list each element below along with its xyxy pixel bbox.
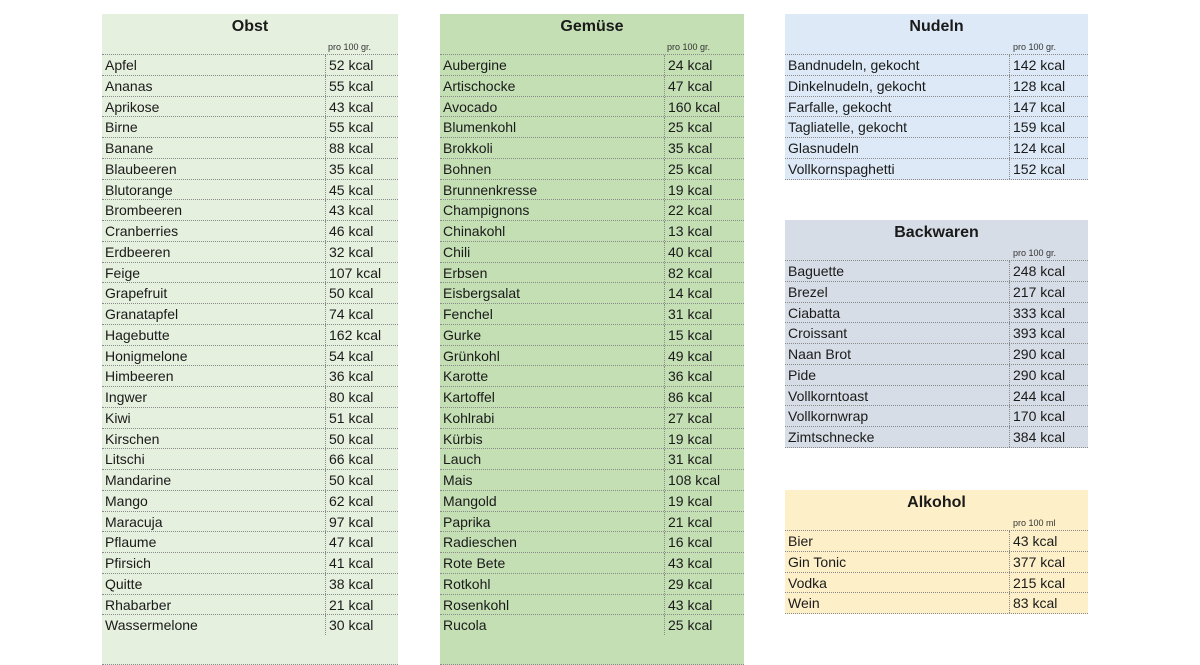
- kcal-value: 50 kcal: [329, 285, 374, 302]
- kcal-value: 62 kcal: [329, 492, 374, 509]
- food-name: Honigmelone: [102, 346, 326, 366]
- kcal-value: 51 kcal: [329, 409, 374, 426]
- kcal-value: 19 kcal: [668, 430, 713, 447]
- food-name: Aprikose: [102, 97, 326, 117]
- table-row: [102, 303, 398, 324]
- food-name: Kürbis: [440, 429, 665, 449]
- kcal-value: 29 kcal: [668, 575, 713, 592]
- table-row: [785, 302, 1088, 323]
- food-name: Glasnudeln: [785, 138, 1010, 158]
- kcal-value: 152 kcal: [1013, 160, 1066, 177]
- food-name: Chili: [440, 242, 665, 262]
- food-name: Rucola: [440, 615, 665, 635]
- table-row: [102, 428, 398, 449]
- table-row: [785, 54, 1088, 75]
- kcal-value: 31 kcal: [668, 306, 713, 322]
- table-rows: [785, 54, 1088, 179]
- kcal-value: 35 kcal: [329, 160, 374, 177]
- unit-label: pro 100 gr.: [1013, 248, 1057, 258]
- table-gemuese: [440, 14, 744, 665]
- food-name: Baguette: [785, 261, 1010, 281]
- table-title: Nudeln: [909, 18, 964, 35]
- table-row: [102, 594, 398, 615]
- food-name: Rote Bete: [440, 553, 665, 573]
- kcal-value: 43 kcal: [1013, 533, 1058, 549]
- food-name: Vollkornwrap: [785, 406, 1010, 426]
- food-name: Rosenkohl: [440, 595, 665, 615]
- table-row: [440, 199, 744, 220]
- table-row: [102, 324, 398, 345]
- table-row: [440, 179, 744, 200]
- kcal-value: 43 kcal: [329, 98, 374, 115]
- table-row: [440, 407, 744, 428]
- food-name: Aubergine: [440, 55, 665, 75]
- table-title: Gemüse: [560, 18, 624, 35]
- food-name: Bandnudeln, gekocht: [785, 55, 1010, 75]
- kcal-value: 170 kcal: [1013, 408, 1066, 425]
- food-name: Pflaume: [102, 532, 326, 552]
- food-name: Vollkorntoast: [785, 386, 1010, 406]
- kcal-value: 49 kcal: [668, 347, 713, 364]
- kcal-value: 55 kcal: [329, 119, 374, 136]
- table-row: [440, 262, 744, 283]
- food-name: Brezel: [785, 282, 1010, 302]
- food-name: Lauch: [440, 449, 665, 469]
- table-row: [440, 469, 744, 490]
- table-row: [102, 490, 398, 511]
- table-row: [440, 552, 744, 573]
- kcal-value: 83 kcal: [1013, 595, 1058, 612]
- table-row: [785, 158, 1088, 179]
- kcal-value: 25 kcal: [668, 160, 713, 177]
- kcal-value: 52 kcal: [329, 57, 374, 73]
- kcal-value: 14 kcal: [668, 285, 713, 302]
- food-name: Croissant: [785, 323, 1010, 343]
- table-row: [785, 96, 1088, 117]
- kcal-value: 55 kcal: [329, 77, 374, 94]
- table-row: [102, 137, 398, 158]
- table-row: [440, 428, 744, 449]
- food-name: Champignons: [440, 200, 665, 220]
- kcal-value: 54 kcal: [329, 347, 374, 364]
- table-row: [440, 54, 744, 75]
- food-name: Rhabarber: [102, 595, 326, 615]
- table-nudeln: [785, 14, 1088, 180]
- food-name: Apfel: [102, 55, 326, 75]
- food-name: Birne: [102, 117, 326, 137]
- table-row: [785, 572, 1088, 593]
- kcal-value: 217 kcal: [1013, 283, 1066, 300]
- table-row: [440, 303, 744, 324]
- kcal-value: 47 kcal: [668, 77, 713, 94]
- food-name: Mais: [440, 470, 665, 490]
- food-name: Wein: [785, 593, 1010, 613]
- table-row: [440, 345, 744, 366]
- table-row: [102, 116, 398, 137]
- table-title: Obst: [231, 18, 269, 35]
- kcal-value: 43 kcal: [329, 202, 374, 219]
- kcal-value: 32 kcal: [329, 243, 374, 260]
- table-row: [440, 594, 744, 615]
- food-name: Avocado: [440, 97, 665, 117]
- kcal-value: 31 kcal: [668, 451, 713, 468]
- kcal-value: 159 kcal: [1013, 119, 1066, 136]
- unit-label: pro 100 ml: [1013, 518, 1056, 528]
- table-row: [785, 116, 1088, 137]
- table-row: [440, 531, 744, 552]
- kcal-value: 25 kcal: [668, 617, 713, 634]
- table-rows: [440, 54, 744, 635]
- unit-label: pro 100 gr.: [328, 42, 372, 52]
- food-name: Bier: [785, 531, 1010, 551]
- kcal-value: 162 kcal: [329, 326, 382, 343]
- kcal-value: 38 kcal: [329, 575, 374, 592]
- food-name: Hagebutte: [102, 325, 326, 345]
- table-row: [440, 75, 744, 96]
- table-row: [440, 137, 744, 158]
- kcal-value: 36 kcal: [668, 368, 713, 385]
- food-name: Blaubeeren: [102, 159, 326, 179]
- food-name: Erdbeeren: [102, 242, 326, 262]
- food-name: Gurke: [440, 325, 665, 345]
- kcal-value: 30 kcal: [329, 617, 374, 634]
- food-name: Himbeeren: [102, 366, 326, 386]
- table-row: [440, 573, 744, 594]
- table-row: [102, 220, 398, 241]
- table-row: [102, 282, 398, 303]
- kcal-value: 160 kcal: [668, 98, 721, 115]
- table-alkohol: [785, 490, 1088, 614]
- kcal-value: 27 kcal: [668, 409, 713, 426]
- table-row: [102, 448, 398, 469]
- table-row: [102, 241, 398, 262]
- food-name: Feige: [102, 263, 326, 283]
- table-row: [102, 386, 398, 407]
- food-name: Litschi: [102, 449, 326, 469]
- table-row: [102, 345, 398, 366]
- table-row: [440, 490, 744, 511]
- table-row: [785, 322, 1088, 343]
- kcal-value: 384 kcal: [1013, 429, 1066, 445]
- kcal-value: 16 kcal: [668, 534, 713, 551]
- table-row: [440, 324, 744, 345]
- table-row: [440, 158, 744, 179]
- food-name: Erbsen: [440, 263, 665, 283]
- table-row: [440, 448, 744, 469]
- food-name: Grapefruit: [102, 283, 326, 303]
- table-row: [102, 199, 398, 220]
- table-row: [102, 262, 398, 283]
- food-name: Tagliatelle, gekocht: [785, 117, 1010, 137]
- kcal-value: 97 kcal: [329, 513, 374, 530]
- food-name: Mango: [102, 491, 326, 511]
- kcal-value: 21 kcal: [329, 596, 374, 613]
- unit-label: pro 100 gr.: [1013, 42, 1057, 52]
- kcal-value: 82 kcal: [668, 264, 713, 281]
- kcal-value: 24 kcal: [668, 57, 713, 73]
- table-row: [440, 220, 744, 241]
- table-row: [785, 343, 1088, 364]
- kcal-value: 41 kcal: [329, 555, 374, 571]
- kcal-value: 108 kcal: [668, 472, 721, 488]
- food-name: Farfalle, gekocht: [785, 97, 1010, 117]
- table-rows: [785, 260, 1088, 447]
- food-name: Banane: [102, 138, 326, 158]
- kcal-value: 124 kcal: [1013, 140, 1066, 156]
- food-name: Eisbergsalat: [440, 283, 665, 303]
- food-name: Chinakohl: [440, 221, 665, 241]
- unit-label: pro 100 gr.: [667, 42, 711, 52]
- food-name: Naan Brot: [785, 344, 1010, 364]
- kcal-value: 333 kcal: [1013, 304, 1066, 321]
- kcal-value: 142 kcal: [1013, 57, 1066, 73]
- table-row: [102, 531, 398, 552]
- food-name: Pfirsich: [102, 553, 326, 573]
- food-name: Cranberries: [102, 221, 326, 241]
- table-row: [785, 260, 1088, 281]
- table-row: [102, 469, 398, 490]
- kcal-value: 35 kcal: [668, 140, 713, 156]
- table-row: [785, 75, 1088, 96]
- table-row: [102, 365, 398, 386]
- table-row: [440, 511, 744, 532]
- table-row: [785, 281, 1088, 302]
- food-name: Rotkohl: [440, 574, 665, 594]
- table-row: [102, 511, 398, 532]
- food-name: Kohlrabi: [440, 408, 665, 428]
- kcal-value: 215 kcal: [1013, 574, 1066, 591]
- food-name: Radieschen: [440, 532, 665, 552]
- kcal-value: 290 kcal: [1013, 366, 1066, 383]
- kcal-value: 86 kcal: [668, 389, 713, 405]
- kcal-value: 19 kcal: [668, 492, 713, 509]
- food-name: Brunnenkresse: [440, 180, 665, 200]
- food-name: Quitte: [102, 574, 326, 594]
- kcal-value: 15 kcal: [668, 326, 713, 343]
- food-name: Mandarine: [102, 470, 326, 490]
- food-name: Karotte: [440, 366, 665, 386]
- kcal-value: 248 kcal: [1013, 263, 1066, 279]
- table-row: [102, 96, 398, 117]
- food-name: Vollkornspaghetti: [785, 159, 1010, 179]
- food-name: Granatapfel: [102, 304, 326, 324]
- food-name: Brokkoli: [440, 138, 665, 158]
- food-name: Maracuja: [102, 512, 326, 532]
- table-row: [440, 614, 744, 635]
- table-row: [785, 364, 1088, 385]
- food-name: Ananas: [102, 76, 326, 96]
- table-row: [440, 96, 744, 117]
- table-row: [785, 426, 1088, 447]
- food-name: Kirschen: [102, 429, 326, 449]
- kcal-value: 22 kcal: [668, 202, 713, 219]
- table-row: [785, 405, 1088, 426]
- table-rows: [785, 530, 1088, 613]
- table-row: [440, 241, 744, 262]
- kcal-value: 147 kcal: [1013, 98, 1066, 115]
- table-row: [102, 573, 398, 594]
- table-title: Backwaren: [894, 224, 979, 241]
- table-row: [785, 592, 1088, 613]
- food-name: Brombeeren: [102, 200, 326, 220]
- food-name: Ciabatta: [785, 303, 1010, 323]
- kcal-value: 50 kcal: [329, 430, 374, 447]
- food-name: Blutorange: [102, 180, 326, 200]
- table-row: [440, 365, 744, 386]
- kcal-value: 46 kcal: [329, 223, 374, 239]
- table-row: [785, 385, 1088, 406]
- kcal-value: 40 kcal: [668, 243, 713, 260]
- kcal-value: 80 kcal: [329, 389, 374, 405]
- kcal-value: 66 kcal: [329, 451, 374, 468]
- kcal-value: 74 kcal: [329, 306, 374, 322]
- table-backwaren: [785, 220, 1088, 448]
- kcal-value: 290 kcal: [1013, 346, 1066, 362]
- table-row: [102, 179, 398, 200]
- kcal-value: 88 kcal: [329, 140, 374, 156]
- food-name: Grünkohl: [440, 346, 665, 366]
- kcal-value: 43 kcal: [668, 596, 713, 613]
- kcal-value: 36 kcal: [329, 368, 374, 385]
- kcal-value: 13 kcal: [668, 223, 713, 239]
- table-rows: [102, 54, 398, 635]
- table-row: [785, 530, 1088, 551]
- kcal-value: 45 kcal: [329, 181, 374, 198]
- kcal-value: 244 kcal: [1013, 387, 1066, 404]
- kcal-value: 43 kcal: [668, 555, 713, 571]
- table-row: [102, 552, 398, 573]
- food-name: Ingwer: [102, 387, 326, 407]
- food-name: Bohnen: [440, 159, 665, 179]
- kcal-value: 377 kcal: [1013, 553, 1066, 570]
- table-row: [102, 75, 398, 96]
- food-name: Pide: [785, 365, 1010, 385]
- table-row: [102, 158, 398, 179]
- food-name: Kiwi: [102, 408, 326, 428]
- food-name: Fenchel: [440, 304, 665, 324]
- food-name: Mangold: [440, 491, 665, 511]
- food-name: Dinkelnudeln, gekocht: [785, 76, 1010, 96]
- table-row: [102, 614, 398, 635]
- kcal-value: 21 kcal: [668, 513, 713, 530]
- kcal-value: 393 kcal: [1013, 325, 1066, 342]
- food-name: Blumenkohl: [440, 117, 665, 137]
- kcal-value: 107 kcal: [329, 264, 382, 281]
- table-row: [102, 54, 398, 75]
- kcal-value: 50 kcal: [329, 472, 374, 488]
- food-name: Zimtschnecke: [785, 427, 1010, 447]
- kcal-value: 19 kcal: [668, 181, 713, 198]
- table-row: [102, 407, 398, 428]
- food-name: Artischocke: [440, 76, 665, 96]
- table-obst: [102, 14, 398, 665]
- table-row: [440, 282, 744, 303]
- kcal-value: 25 kcal: [668, 119, 713, 136]
- food-name: Wassermelone: [102, 615, 326, 635]
- kcal-value: 128 kcal: [1013, 77, 1066, 94]
- kcal-value: 47 kcal: [329, 534, 374, 551]
- table-row: [440, 386, 744, 407]
- food-name: Vodka: [785, 573, 1010, 593]
- table-row: [440, 116, 744, 137]
- table-title: Alkohol: [907, 494, 966, 511]
- table-row: [785, 137, 1088, 158]
- table-row: [785, 551, 1088, 572]
- food-name: Gin Tonic: [785, 552, 1010, 572]
- food-name: Kartoffel: [440, 387, 665, 407]
- food-name: Paprika: [440, 512, 665, 532]
